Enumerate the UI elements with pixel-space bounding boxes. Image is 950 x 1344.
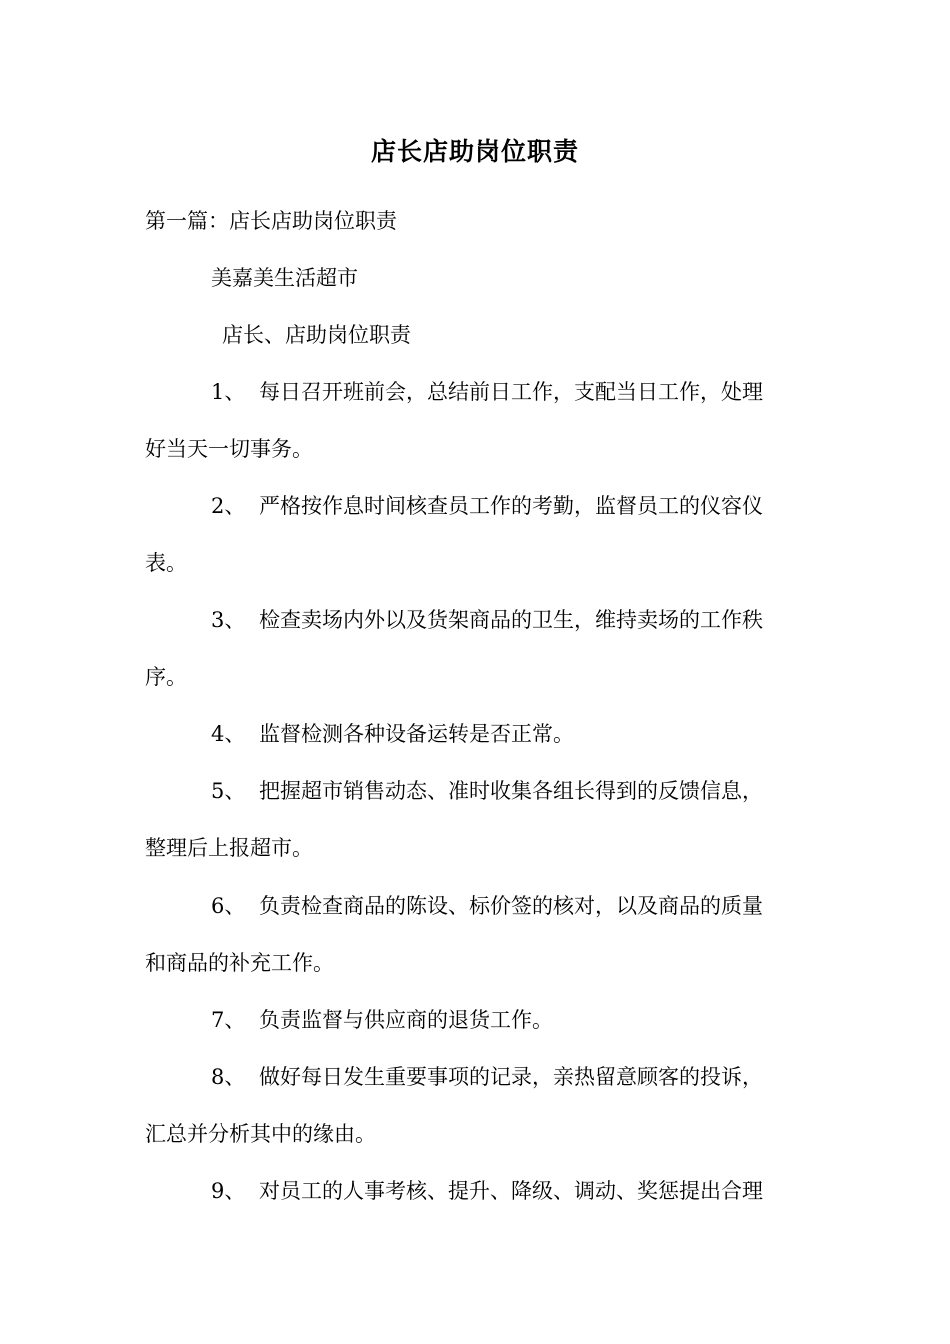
list-item bbox=[211, 1005, 553, 1035]
document-title: 店长店助岗位职责 bbox=[370, 137, 579, 166]
item-number: 2、 bbox=[211, 494, 246, 518]
store-name: 美嘉美生活超市 bbox=[211, 266, 358, 290]
item-text: 检查卖场内外以及货架商品的卫生，维持卖场的工作秩 bbox=[259, 608, 763, 632]
list-item bbox=[211, 891, 763, 921]
item-continuation: 序。 bbox=[145, 665, 187, 689]
item-number: 7、 bbox=[211, 1008, 246, 1032]
item-continuation: 表。 bbox=[145, 551, 187, 575]
item-continuation: 和商品的补充工作。 bbox=[145, 951, 334, 975]
item-text: 严格按作息时间核查员工作的考勤，监督员工的仪容仪 bbox=[259, 494, 763, 518]
item-text: 负责监督与供应商的退货工作。 bbox=[259, 1008, 553, 1032]
item-number: 8、 bbox=[211, 1065, 246, 1089]
list-item bbox=[211, 719, 574, 749]
list-item bbox=[211, 776, 763, 806]
item-continuation: 好当天一切事务。 bbox=[145, 437, 313, 461]
list-item bbox=[211, 1176, 763, 1206]
item-text: 监督检测各种设备运转是否正常。 bbox=[259, 722, 574, 746]
item-number: 6、 bbox=[211, 894, 246, 918]
list-item bbox=[211, 491, 763, 521]
item-number: 3、 bbox=[211, 608, 246, 632]
item-number: 9、 bbox=[211, 1179, 246, 1203]
item-continuation: 整理后上报超市。 bbox=[145, 836, 313, 860]
item-text: 做好每日发生重要事项的记录，亲热留意顾客的投诉， bbox=[259, 1065, 763, 1089]
subheading: 店长、店助岗位职责 bbox=[222, 323, 411, 347]
list-item bbox=[211, 605, 763, 635]
item-number: 4、 bbox=[211, 722, 246, 746]
list-item bbox=[211, 377, 763, 407]
item-text: 把握超市销售动态、准时收集各组长得到的反馈信息， bbox=[259, 779, 763, 803]
item-text: 对员工的人事考核、提升、降级、调动、奖惩提出合理 bbox=[259, 1179, 763, 1203]
item-text: 每日召开班前会，总结前日工作，支配当日工作，处理 bbox=[259, 380, 763, 404]
item-number: 5、 bbox=[211, 779, 246, 803]
item-continuation: 汇总并分析其中的缘由。 bbox=[145, 1122, 376, 1146]
list-item bbox=[211, 1062, 763, 1092]
section-heading: 第一篇：店长店助岗位职责 bbox=[145, 209, 397, 233]
item-text: 负责检查商品的陈设、标价签的核对，以及商品的质量 bbox=[259, 894, 763, 918]
item-number: 1、 bbox=[211, 380, 246, 404]
